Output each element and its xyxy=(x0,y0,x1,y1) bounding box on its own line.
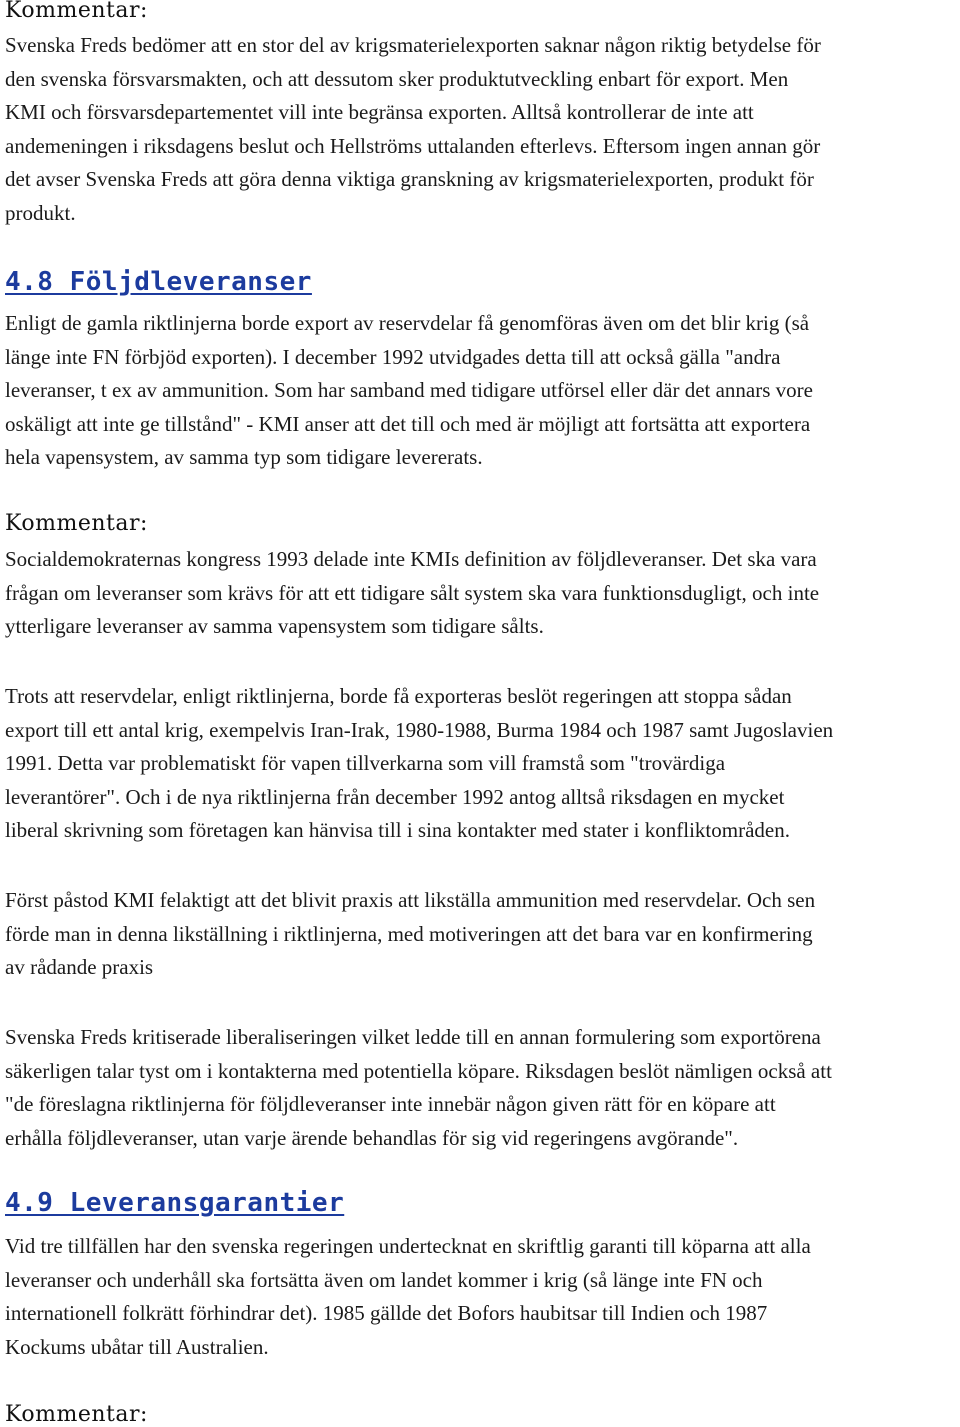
section-heading-4-9: 4.9 Leveransgarantier xyxy=(5,1188,345,1218)
text-line: export till ett antal krig, exempelvis Iran-Irak, 1980-1988, Burma 1984 och 1987 samt Jugoslavien xyxy=(5,717,834,742)
text-line: förde man in denna likställning i riktlinjerna, med motiveringen att det bara var en konfirmering xyxy=(5,921,813,946)
section-4-8-paragraph xyxy=(5,307,960,475)
text-line: Kockums ubåtar till Australien. xyxy=(5,1334,269,1359)
text-line: leveranser, t ex av ammunition. Som har samband med tidigare utförsel eller där det annars vore xyxy=(5,378,813,403)
text-line: KMI och försvarsdepartementet vill inte begränsa exporten. Alltså kontrollerar de inte att xyxy=(5,100,754,125)
text-line: internationell folkrätt förhindrar det). 1985 gällde det Bofors haubitsar till Indien och 1987 xyxy=(5,1301,768,1326)
comment-paragraph-1 xyxy=(5,29,960,231)
text-line: leverantörer". Och i de nya riktlinjerna från december 1992 antog alltså riksdagen en mycket xyxy=(5,784,785,809)
text-line: Svenska Freds bedömer att en stor del av krigsmaterielexporten saknar någon riktig betydelse för xyxy=(5,33,821,57)
text-line: Socialdemokraternas kongress 1993 delade inte KMIs definition av följdleveranser. Det ska vara xyxy=(5,547,817,571)
text-line: Först påstod KMI felaktigt att det blivit praxis att likställa ammunition med reservdelar. Och sen xyxy=(5,888,816,912)
text-line: hela vapensystem, av samma typ som tidigare levererats. xyxy=(5,445,483,470)
text-line: erhålla följdleveranser, utan varje ärende behandlas för sig vid regeringens avgörande". xyxy=(5,1125,739,1150)
paragraph-trots xyxy=(5,680,960,848)
text-line: frågan om leveranser som krävs för att ett tidigare sålt system ska vara funktionsdugligt, och inte xyxy=(5,580,820,605)
text-line: Vid tre tillfällen har den svenska regeringen undertecknat en skriftlig garanti till köparna att alla xyxy=(5,1234,811,1258)
section-4-9-paragraph xyxy=(5,1230,960,1364)
text-line: oskäligt att inte ge tillstånd" - KMI anser att det till och med är möjligt att fortsätta att exportera xyxy=(5,411,811,436)
text-line: "de föreslagna riktlinjerna för följdleveranser inte innebär någon given rätt för en köpare att xyxy=(5,1092,776,1117)
comment-label-1: Kommentar: xyxy=(5,0,148,23)
text-line: andemeningen i riksdagens beslut och Hellströms uttalanden efterlevs. Eftersom ingen annan gör xyxy=(5,133,821,158)
paragraph-svenska-freds xyxy=(5,1021,960,1155)
text-line: Enligt de gamla riktlinjerna borde export av reservdelar få genomföras även om det blir krig (så xyxy=(5,311,810,335)
text-line: Svenska Freds kritiserade liberaliseringen vilket ledde till en annan formulering som exportörena xyxy=(5,1025,821,1049)
comment-label-3: Kommentar: xyxy=(5,1402,148,1427)
section-heading-4-8: 4.8 Följdleveranser xyxy=(5,267,312,297)
paragraph-forst xyxy=(5,884,960,985)
comment-label-2: Kommentar: xyxy=(5,511,148,536)
text-line: Trots att reservdelar, enligt riktlinjerna, borde få exporteras beslöt regeringen att stoppa sådan xyxy=(5,684,792,708)
text-line: den svenska försvarsmakten, och att dessutom sker produktutveckling enbart för export. Men xyxy=(5,66,789,91)
text-line: ytterligare leveranser av samma vapensystem som tidigare sålts. xyxy=(5,614,544,639)
text-line: länge inte FN förbjöd exporten). I december 1992 utvidgades detta till att också gälla "andra xyxy=(5,344,781,369)
text-line: av rådande praxis xyxy=(5,955,154,980)
text-line: säkerligen talar tyst om i kontakterna med potentiella köpare. Riksdagen beslöt nämligen också att xyxy=(5,1058,832,1083)
text-line: 1991. Detta var problematiskt för vapen tillverkarna som vill framstå som "trovärdiga xyxy=(5,751,726,776)
text-line: leveranser och underhåll ska fortsätta även om landet kommer i krig (så länge inte FN och xyxy=(5,1267,763,1292)
text-line: det avser Svenska Freds att göra denna viktiga granskning av krigsmaterielexporten, produkt för xyxy=(5,167,814,192)
comment-paragraph-2 xyxy=(5,543,960,644)
text-line: liberal skrivning som företagen kan hänvisa till i sina kontakter med stater i konfliktområden. xyxy=(5,818,790,843)
text-line: produkt. xyxy=(5,200,76,225)
